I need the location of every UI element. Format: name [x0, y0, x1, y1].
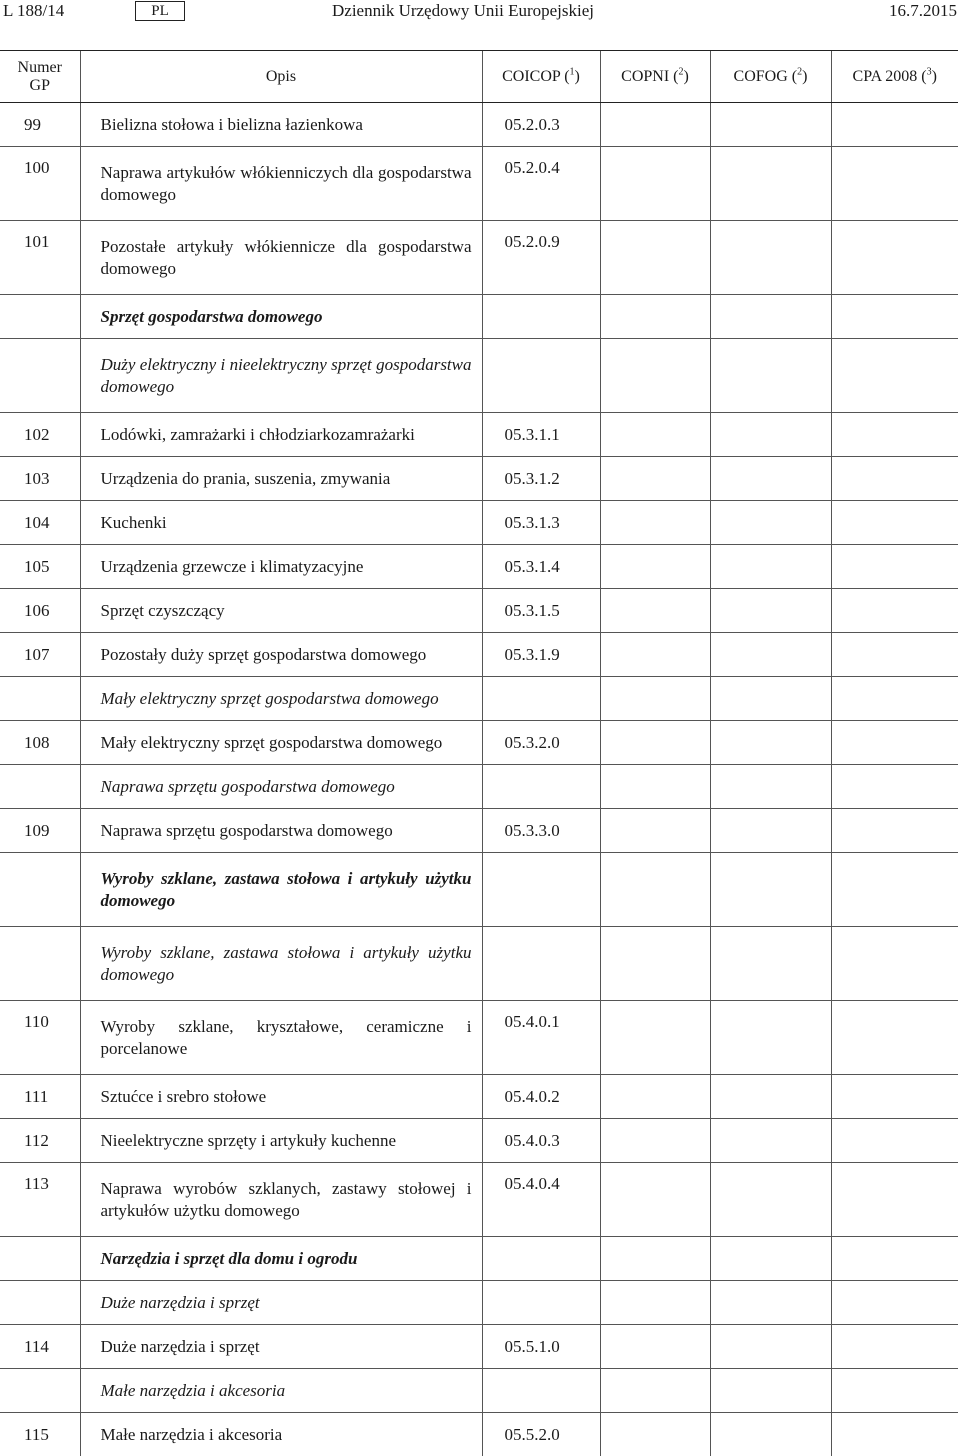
subsection-heading: Duży elektryczny i nieelektryczny sprzęt gospodarstwa domowego [80, 339, 482, 413]
row-copni [600, 1163, 710, 1237]
col-header-number-line2: GP [30, 77, 50, 94]
section-heading: Narzędzia i sprzęt dla domu i ogrodu [80, 1237, 482, 1281]
row-coicop: 05.4.0.3 [482, 1119, 600, 1163]
col-header-coicop-label: COICOP ( [502, 68, 569, 85]
table-row [0, 1075, 958, 1119]
row-copni [600, 501, 710, 545]
row-copni [600, 221, 710, 295]
subsection-heading: Wyroby szklane, zastawa stołowa i artykuły użytku domowego [80, 927, 482, 1001]
row-number: 113 [0, 1163, 80, 1237]
row-cpa [831, 501, 958, 545]
row-coicop [482, 295, 600, 339]
row-number: 106 [0, 589, 80, 633]
row-number [0, 677, 80, 721]
row-copni [600, 1369, 710, 1413]
row-coicop [482, 677, 600, 721]
row-description: Duże narzędzia i sprzęt [80, 1325, 482, 1369]
row-coicop [482, 1237, 600, 1281]
row-coicop: 05.4.0.4 [482, 1163, 600, 1237]
table-row [0, 809, 958, 853]
subsection-heading-row [0, 1369, 958, 1413]
row-cofog [710, 1001, 831, 1075]
row-copni [600, 721, 710, 765]
row-cofog [710, 1075, 831, 1119]
row-cpa [831, 1001, 958, 1075]
row-cofog [710, 501, 831, 545]
row-number: 109 [0, 809, 80, 853]
row-description: Naprawa wyrobów szklanych, zastawy stołowej i artykułów użytku domowego [80, 1163, 482, 1237]
col-header-description-label: Opis [266, 68, 296, 85]
footnote-ref: 1 [570, 66, 575, 77]
row-number [0, 853, 80, 927]
row-copni [600, 1001, 710, 1075]
row-description: Pozostały duży sprzęt gospodarstwa domowego [80, 633, 482, 677]
row-cpa [831, 221, 958, 295]
row-cpa [831, 677, 958, 721]
row-coicop [482, 1281, 600, 1325]
row-number [0, 1369, 80, 1413]
row-cpa [831, 721, 958, 765]
row-description: Urządzenia do prania, suszenia, zmywania [80, 457, 482, 501]
paren-close: ) [575, 68, 580, 85]
row-cofog [710, 339, 831, 413]
footnote-ref: 2 [797, 66, 802, 77]
row-number: 103 [0, 457, 80, 501]
table-row [0, 633, 958, 677]
subsection-heading-row [0, 765, 958, 809]
row-copni [600, 339, 710, 413]
row-copni [600, 545, 710, 589]
table-row [0, 413, 958, 457]
row-cpa [831, 147, 958, 221]
classification-table [0, 50, 958, 1456]
row-cofog [710, 721, 831, 765]
subsection-heading-row [0, 339, 958, 413]
row-number: 112 [0, 1119, 80, 1163]
row-coicop: 05.3.1.1 [482, 413, 600, 457]
language-badge: PL [135, 1, 185, 21]
table-row [0, 1001, 958, 1075]
subsection-heading: Małe narzędzia i akcesoria [80, 1369, 482, 1413]
row-copni [600, 1281, 710, 1325]
row-copni [600, 103, 710, 147]
row-cofog [710, 221, 831, 295]
row-cofog [710, 927, 831, 1001]
col-header-copni [600, 51, 710, 103]
row-cofog [710, 677, 831, 721]
table-row [0, 721, 958, 765]
row-description: Kuchenki [80, 501, 482, 545]
subsection-heading: Naprawa sprzętu gospodarstwa domowego [80, 765, 482, 809]
row-cofog [710, 853, 831, 927]
row-number [0, 295, 80, 339]
row-coicop [482, 853, 600, 927]
row-coicop: 05.3.1.2 [482, 457, 600, 501]
row-description: Sprzęt czyszczący [80, 589, 482, 633]
row-coicop: 05.2.0.9 [482, 221, 600, 295]
footnote-ref: 3 [927, 66, 932, 77]
row-cofog [710, 1413, 831, 1456]
row-cofog [710, 103, 831, 147]
row-cpa [831, 339, 958, 413]
row-cpa [831, 927, 958, 1001]
row-description: Sztućce i srebro stołowe [80, 1075, 482, 1119]
section-heading-row [0, 1237, 958, 1281]
table-row [0, 457, 958, 501]
row-copni [600, 457, 710, 501]
row-cofog [710, 1237, 831, 1281]
row-number: 110 [0, 1001, 80, 1075]
row-number [0, 339, 80, 413]
row-coicop [482, 765, 600, 809]
row-copni [600, 1413, 710, 1456]
subsection-heading-row [0, 677, 958, 721]
table-row [0, 1163, 958, 1237]
row-number: 108 [0, 721, 80, 765]
row-number: 101 [0, 221, 80, 295]
row-number [0, 1281, 80, 1325]
row-copni [600, 1119, 710, 1163]
row-coicop: 05.5.2.0 [482, 1413, 600, 1456]
table-row [0, 103, 958, 147]
row-coicop: 05.2.0.3 [482, 103, 600, 147]
row-copni [600, 295, 710, 339]
row-cofog [710, 457, 831, 501]
row-cpa [831, 1163, 958, 1237]
col-header-copni-label: COPNI ( [621, 68, 678, 85]
row-coicop: 05.3.1.9 [482, 633, 600, 677]
row-coicop: 05.3.2.0 [482, 721, 600, 765]
table-header-row [0, 51, 958, 103]
row-description: Pozostałe artykuły włókiennicze dla gospodarstwa domowego [80, 221, 482, 295]
row-coicop [482, 927, 600, 1001]
row-number: 104 [0, 501, 80, 545]
table-row [0, 1325, 958, 1369]
row-copni [600, 1325, 710, 1369]
table-row [0, 501, 958, 545]
row-cpa [831, 1281, 958, 1325]
col-header-number [0, 51, 80, 103]
subsection-heading: Mały elektryczny sprzęt gospodarstwa domowego [80, 677, 482, 721]
row-copni [600, 589, 710, 633]
section-heading: Sprzęt gospodarstwa domowego [80, 295, 482, 339]
row-cpa [831, 853, 958, 927]
row-coicop [482, 1369, 600, 1413]
row-number [0, 765, 80, 809]
col-header-cpa-label: CPA 2008 ( [853, 68, 927, 85]
paren-close: ) [932, 68, 937, 85]
row-number [0, 927, 80, 1001]
page-reference: L 188/14 [3, 0, 64, 22]
table-row [0, 589, 958, 633]
row-description: Wyroby szklane, kryształowe, ceramiczne i porcelanowe [80, 1001, 482, 1075]
row-cpa [831, 1119, 958, 1163]
section-heading: Wyroby szklane, zastawa stołowa i artykuły użytku domowego [80, 853, 482, 927]
row-copni [600, 633, 710, 677]
row-copni [600, 927, 710, 1001]
row-cofog [710, 589, 831, 633]
row-number: 99 [0, 103, 80, 147]
section-heading-row [0, 295, 958, 339]
publication-date: 16.7.2015 [889, 0, 957, 22]
row-coicop: 05.3.1.4 [482, 545, 600, 589]
row-number [0, 1237, 80, 1281]
row-coicop [482, 339, 600, 413]
row-cofog [710, 809, 831, 853]
row-cpa [831, 413, 958, 457]
row-cpa [831, 1413, 958, 1456]
row-cpa [831, 1237, 958, 1281]
row-cpa [831, 589, 958, 633]
subsection-heading: Duże narzędzia i sprzęt [80, 1281, 482, 1325]
row-cpa [831, 765, 958, 809]
row-cofog [710, 765, 831, 809]
row-description: Lodówki, zamrażarki i chłodziarkozamrażarki [80, 413, 482, 457]
subsection-heading-row [0, 927, 958, 1001]
row-description: Naprawa artykułów włókienniczych dla gospodarstwa domowego [80, 147, 482, 221]
row-cofog [710, 1119, 831, 1163]
row-cofog [710, 295, 831, 339]
row-description: Nieelektryczne sprzęty i artykuły kuchenne [80, 1119, 482, 1163]
row-copni [600, 1237, 710, 1281]
row-copni [600, 853, 710, 927]
row-cofog [710, 545, 831, 589]
row-cofog [710, 1325, 831, 1369]
row-copni [600, 765, 710, 809]
row-number: 111 [0, 1075, 80, 1119]
row-cpa [831, 103, 958, 147]
row-number: 107 [0, 633, 80, 677]
row-cpa [831, 633, 958, 677]
row-copni [600, 677, 710, 721]
row-description: Bielizna stołowa i bielizna łazienkowa [80, 103, 482, 147]
row-number: 102 [0, 413, 80, 457]
row-number: 115 [0, 1413, 80, 1456]
row-coicop: 05.2.0.4 [482, 147, 600, 221]
row-cpa [831, 545, 958, 589]
row-cpa [831, 1075, 958, 1119]
section-heading-row [0, 853, 958, 927]
row-description: Mały elektryczny sprzęt gospodarstwa domowego [80, 721, 482, 765]
table-row [0, 1119, 958, 1163]
table-row [0, 221, 958, 295]
row-coicop: 05.4.0.2 [482, 1075, 600, 1119]
row-cofog [710, 147, 831, 221]
subsection-heading-row [0, 1281, 958, 1325]
row-number: 105 [0, 545, 80, 589]
row-cpa [831, 457, 958, 501]
row-cpa [831, 809, 958, 853]
row-copni [600, 413, 710, 457]
row-cpa [831, 295, 958, 339]
row-description: Naprawa sprzętu gospodarstwa domowego [80, 809, 482, 853]
row-coicop: 05.5.1.0 [482, 1325, 600, 1369]
paren-close: ) [684, 68, 689, 85]
footnote-ref: 2 [679, 66, 684, 77]
table-row [0, 147, 958, 221]
table-row [0, 545, 958, 589]
col-header-description [80, 51, 482, 103]
col-header-cofog [710, 51, 831, 103]
col-header-cpa [831, 51, 958, 103]
row-number: 100 [0, 147, 80, 221]
row-number: 114 [0, 1325, 80, 1369]
col-header-cofog-label: COFOG ( [734, 68, 798, 85]
paren-close: ) [802, 68, 807, 85]
row-cofog [710, 413, 831, 457]
row-cofog [710, 1281, 831, 1325]
col-header-coicop [482, 51, 600, 103]
row-copni [600, 147, 710, 221]
row-cofog [710, 1163, 831, 1237]
table-row [0, 1413, 958, 1456]
row-coicop: 05.3.3.0 [482, 809, 600, 853]
journal-title: Dziennik Urzędowy Unii Europejskiej [332, 0, 594, 22]
row-description: Małe narzędzia i akcesoria [80, 1413, 482, 1456]
row-coicop: 05.4.0.1 [482, 1001, 600, 1075]
row-copni [600, 809, 710, 853]
row-description: Urządzenia grzewcze i klimatyzacyjne [80, 545, 482, 589]
row-cofog [710, 633, 831, 677]
row-coicop: 05.3.1.5 [482, 589, 600, 633]
col-header-number-line1: Numer [18, 59, 62, 76]
row-copni [600, 1075, 710, 1119]
row-cofog [710, 1369, 831, 1413]
row-cpa [831, 1369, 958, 1413]
row-cpa [831, 1325, 958, 1369]
row-coicop: 05.3.1.3 [482, 501, 600, 545]
